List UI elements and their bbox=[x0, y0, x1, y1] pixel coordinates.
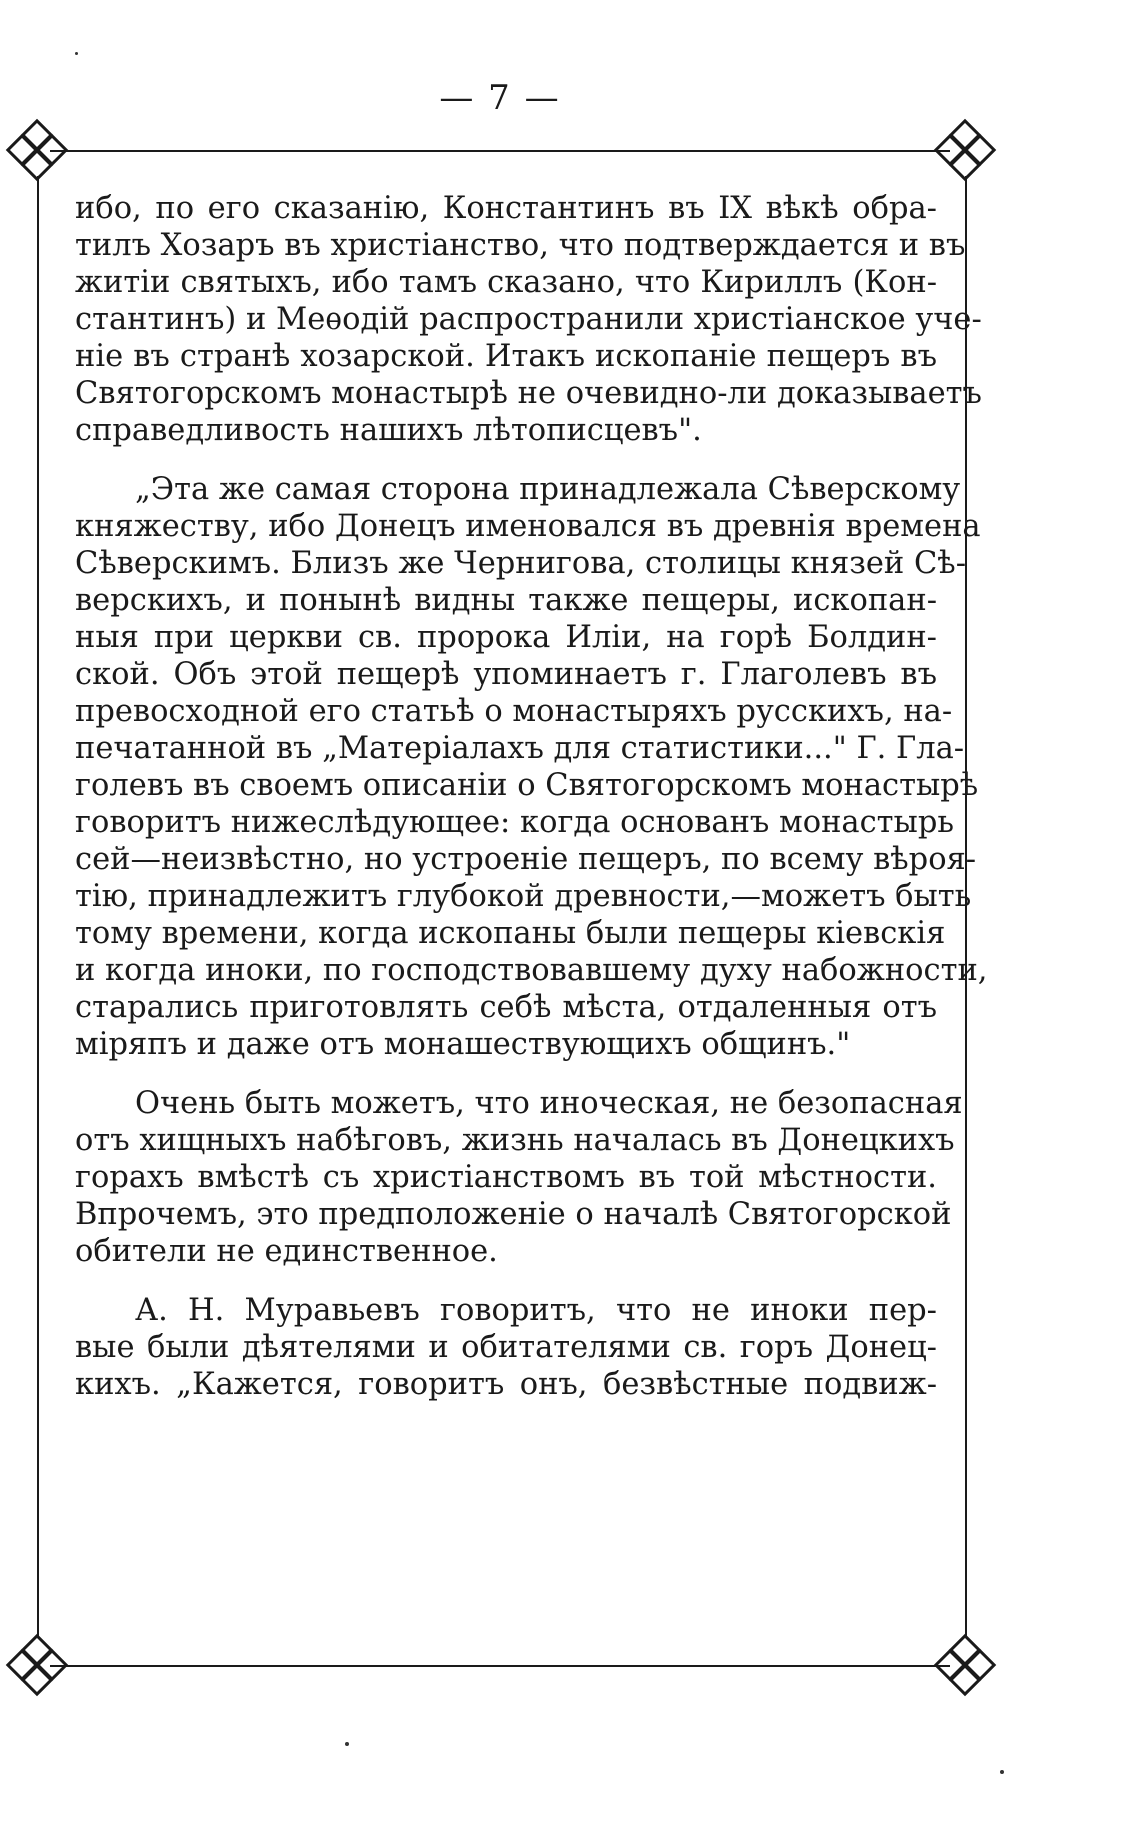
frame-top-rule bbox=[50, 150, 950, 152]
text-line: тому времени, когда ископаны были пещеры кіевскія bbox=[75, 916, 946, 951]
text-line: голевъ въ своемъ описаніи о Святогорскомъ монастырѣ bbox=[75, 768, 979, 803]
text-line: справедливость нашихъ лѣтописцевъ". bbox=[75, 413, 702, 448]
text-line: вые были дѣятелями и обитателями св. горъ Донец- bbox=[75, 1330, 937, 1365]
text-line: Впрочемъ, это предположеніе о началѣ Святогорской bbox=[75, 1197, 952, 1232]
text-line: ибо, по его сказанію, Константинъ въ IX вѣкѣ обра- bbox=[75, 191, 937, 226]
text-line: житіи святыхъ, ибо тамъ сказано, что Кириллъ (Кон- bbox=[75, 265, 937, 300]
paragraph bbox=[75, 1292, 937, 1403]
corner-knot-ornament-icon bbox=[930, 1630, 1000, 1700]
text-line: отъ хищныхъ набѣговъ, жизнь началась въ Донецкихъ bbox=[75, 1123, 955, 1158]
text-line: ніе въ странѣ хозарской. Итакъ ископаніе пещеръ въ bbox=[75, 339, 937, 374]
text-line: и когда иноки, по господствовавшему духу набожности, bbox=[75, 953, 988, 988]
paragraph bbox=[75, 1085, 963, 1270]
text-line: кихъ. „Кажется, говоритъ онъ, безвѣстные подвиж- bbox=[75, 1367, 937, 1402]
page-number: — 7 — bbox=[439, 78, 561, 118]
text-line: Сѣверскимъ. Близъ же Чернигова, столицы князей Сѣ- bbox=[75, 546, 966, 581]
paragraph bbox=[75, 190, 982, 449]
text-line: говоритъ нижеслѣдующее: когда основанъ монастырь bbox=[75, 805, 954, 840]
text-line: стантинъ) и Меѳодій распространили христіанское уче- bbox=[75, 302, 982, 337]
text-line: верскихъ, и понынѣ видны также пещеры, ископан- bbox=[75, 583, 937, 618]
text-line: старались приготовлять себѣ мѣста, отдаленныя отъ bbox=[75, 990, 937, 1025]
text-line: обители не единственное. bbox=[75, 1234, 498, 1269]
text-line: горахъ вмѣстѣ съ христіанствомъ въ той мѣстности. bbox=[75, 1160, 937, 1195]
text-line: превосходной его статьѣ о монастыряхъ русскихъ, на- bbox=[75, 694, 953, 729]
text-line: печатанной въ „Матеріалахъ для статистики..." Г. Гла- bbox=[75, 731, 965, 766]
text-line: тилъ Хозаръ въ христіанство, что подтверждается и въ bbox=[75, 228, 966, 263]
corner-knot-ornament-icon bbox=[2, 1630, 72, 1700]
scan-speck bbox=[75, 52, 78, 55]
text-line: ской. Объ этой пещерѣ упоминаетъ г. Глаголевъ въ bbox=[75, 657, 937, 692]
text-line: Очень быть можетъ, что иноческая, не безопасная bbox=[135, 1086, 963, 1121]
corner-knot-ornament-icon bbox=[930, 115, 1000, 185]
scan-speck bbox=[1000, 1770, 1004, 1774]
frame-left-rule bbox=[37, 176, 39, 1636]
corner-knot-ornament-icon bbox=[2, 115, 72, 185]
frame-bottom-rule bbox=[50, 1665, 950, 1667]
text-line: княжеству, ибо Донецъ именовался въ древнія времена bbox=[75, 509, 981, 544]
text-line: „Эта же самая сторона принадлежала Сѣверскому bbox=[135, 472, 961, 507]
text-line: тію, принадлежитъ глубокой древности,—можетъ быть bbox=[75, 879, 972, 914]
text-line: сей—неизвѣстно, но устроеніе пещеръ, по всему вѣроя- bbox=[75, 842, 977, 877]
paragraph bbox=[75, 471, 988, 1063]
text-line: Святогорскомъ монастырѣ не очевидно-ли доказываетъ bbox=[75, 376, 982, 411]
body-text bbox=[75, 190, 988, 1425]
scan-speck bbox=[345, 1742, 349, 1746]
text-line: ныя при церкви св. пророка Иліи, на горѣ Болдин- bbox=[75, 620, 937, 655]
text-line: А. Н. Муравьевъ говоритъ, что не иноки пер- bbox=[135, 1293, 937, 1328]
text-line: міряпъ и даже отъ монашествующихъ общинъ." bbox=[75, 1027, 851, 1062]
